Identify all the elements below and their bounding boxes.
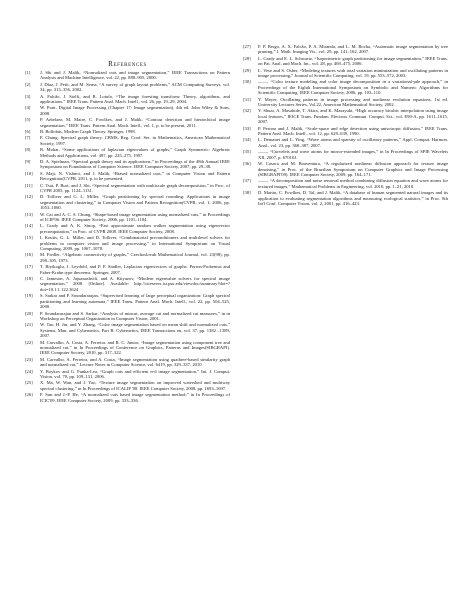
- reference-number: [22]: [25, 339, 33, 345]
- reference-text: L. Demanet and L. Ying, “Wave atoms and sparsity of oscillatory patterns,” Appl. Comput. Harmon. Anal., vol. 23, pp. 368–387, 2007.: [258, 137, 448, 148]
- reference-text: W. Casaca and M. Boaventura, “A regularized nonlinear diffusion approach for texture image denoising,” in Proc. of the Brazilian Symposium on Computer Graphics and Image Processing (SIBGRAPI'09). IEEE Computer Society, 2009, pp. 164–171.: [258, 161, 448, 177]
- reference-item: [25, 276, 230, 292]
- reference-text: D. Tolliver and G. L. Miller, “Graph partitioning by spectral rounding: Applications in image segmentation and clustering,” in Computer Vision and Pattern Recognition(CVPR, vol. 1, 2006, pp. 1053–1060.: [40, 194, 230, 211]
- reference-text: W. Tao, H. Jin, and Y. Zhang, “Color image segmentation based on mean shift and normalized cuts,” Systems, Man, and Cybernetics, Part B: Cybernetics, IEEE Transactions on, vol. 37, pp. 1382 –1389, 2007.: [40, 322, 230, 339]
- reference-text: C. Jameson, A. Jajuanashvili, and A. Kityazov, “Modern eigenvalue solvers for spectral image segmentation,” 2008. [Online]. Available: http://citeseerx.ist.psu.edu/viewdoc/summary?doi=?doi=10.1.1.122.3624: [40, 276, 230, 292]
- reference-number: [37]: [243, 178, 251, 184]
- reference-item: [243, 56, 448, 67]
- references-left-column: [25, 70, 230, 404]
- reference-item: [243, 79, 448, 95]
- reference-item: [243, 68, 448, 79]
- reference-number: [18]: [25, 276, 33, 281]
- references-heading: References: [108, 60, 147, 68]
- reference-text: P. Arbelaez, M. Maire, C. Fowlkes, and J. Malik, “Contour detection and hierarchical image segmentation,” IEEE Trans. Pattern Anal. Mach. Intell., vol. 1, p. to be present, 2011.: [40, 117, 230, 128]
- reference-number: [26]: [25, 392, 33, 398]
- reference-item: [243, 190, 448, 206]
- reference-number: [20]: [25, 310, 33, 316]
- reference-item: [243, 161, 448, 177]
- reference-number: [17]: [25, 264, 33, 270]
- reference-number: [23]: [25, 356, 33, 362]
- reference-number: [28]: [243, 55, 251, 61]
- reference-item: [25, 159, 230, 170]
- reference-number: [16]: [25, 252, 33, 258]
- reference-text: Y. Boykov and G. Funka-Lea, “Graph cuts and efficient n-d image segmentation,” Int. J. Comput. Vision, vol. 70, pp. 109–131, 2006.: [40, 368, 230, 380]
- reference-item: [25, 105, 230, 116]
- reference-number: [14]: [25, 223, 33, 229]
- reference-number: [6]: [25, 128, 31, 134]
- reference-text: L. Grady and E. L. Schwartz, “Isoperimetric graph partitioning for image segmentation,” IEEE Trans. on Pat. Anal. and Mach. Int., vol. 28, pp. 469–475, 2006.: [258, 55, 448, 67]
- reference-text: P. Soundararajan and S. Sarkar, “Analysis of mincut, average cut and normalized cut measures,” in in Workshop on Perceptual Organization in Computer Vision, 2001.: [40, 310, 230, 321]
- reference-number: [13]: [25, 211, 33, 217]
- reference-number: [15]: [25, 235, 33, 241]
- reference-number: [10]: [25, 170, 33, 176]
- reference-item: [25, 147, 230, 158]
- reference-item: [25, 117, 230, 128]
- reference-text: Y. Meyer, Oscillating patterns in image processing and nonlinear evolution equations, 1st ed. University Lectures Series, Vol.22, American Mathematical Society, 2002.: [258, 96, 448, 108]
- reference-text: W. Pratt, Digital Image Processing (Chapter 17: Image segmentation), 4th ed. John Wiley & Sons, 2008.: [40, 105, 230, 116]
- reference-item: [243, 149, 448, 160]
- reference-text: L. Vese and S. Osher, “Modeling textures with total variation minimization and oscillating patterns in image processing,” Journal of Scientific Computing, vol. 19, pp. 553–572, 2003.: [258, 67, 448, 79]
- reference-text: ——, “Color texture modeling and color image decomposition in a variational-pde approach,” in Proceedings of the Eighth International Symposium on Symbolic and Numeric Algorithms for Scientific Computing. IEEE Computer Society, 2006, pp. 103–110.: [258, 79, 448, 96]
- reference-number: [32]: [243, 108, 251, 114]
- reference-text: I. Koutis, G. L. Miller, and D. Tolliver, “Combinatorial preconditioners and multilevel solvers for problems in computer vision and image processing,” in International Symposium on Visual Computing, 2009, pp. 1067–1078.: [40, 235, 230, 252]
- reference-item: [25, 235, 230, 251]
- reference-item: [25, 340, 230, 356]
- reference-number: [7]: [25, 135, 31, 141]
- reference-item: [25, 264, 230, 275]
- reference-item: [25, 135, 230, 146]
- reference-item: [25, 322, 230, 338]
- reference-number: [24]: [25, 368, 33, 374]
- reference-text: J. Shi and J. Malik, “Normalized cuts and image segmentation,” IEEE Transactions on Pattern Analysis and Machine Intelligence, vol. 22, pp. 888–905, 2000.: [40, 70, 230, 81]
- reference-item: [25, 252, 230, 263]
- reference-item: [25, 369, 230, 380]
- reference-text: ——, “A decomposition and noise removal method combining diffusion equation and wave atoms for textured images,” Mathematical Problems in Engineering, vol. 2010, pp. 1–21, 2010.: [258, 178, 448, 189]
- reference-text: ——, “Curvelets and wave atoms for mirror-extended images,” in In Proceedings of SPIE Wavelets XII, 2007, p. 67010J.: [258, 149, 448, 160]
- reference-item: [243, 126, 448, 137]
- reference-number: [2]: [25, 81, 31, 87]
- reference-item: [25, 357, 230, 368]
- reference-number: [27]: [243, 44, 251, 49]
- reference-number: [33]: [243, 125, 251, 131]
- reference-number: [25]: [25, 380, 33, 386]
- reference-item: [25, 171, 230, 182]
- reference-number: [38]: [243, 190, 251, 196]
- reference-number: [12]: [25, 194, 33, 200]
- reference-number: [36]: [243, 161, 251, 167]
- reference-item: [25, 129, 230, 134]
- reference-item: [243, 137, 448, 148]
- reference-item: [25, 70, 230, 81]
- reference-text: M. Fiedler, “Algebraic connectivity of graphs,” Czechoslovak Mathematical Journal, vol. 23(98), pp. 298–305, 1973.: [40, 252, 230, 263]
- reference-item: [25, 194, 230, 210]
- reference-item: [243, 178, 448, 189]
- reference-text: L. Grady and A. K. Sinop, “Fast approximate random walker segmentation using eigenvector precomputation,” in Proc. of CVPR 2008. IEEE Computer Society, 2008.: [40, 223, 230, 234]
- reference-item: [25, 380, 230, 391]
- reference-text: D. A. Spielman, “Spectral graph theory and its applications,” in Proceedings of the 48th Annual IEEE Symposium on Foundations of Computer Science. IEEE Computer Society, 2007, pp. 29–38.: [40, 158, 230, 170]
- reference-item: [243, 44, 448, 55]
- reference-item: [243, 108, 448, 124]
- reference-text: M. Carvalho, A. Costa, A. Ferreira, and R. C. Junior, “Image segmentation using component tree and normalized cut,” in In Proceedings of Conference on Graphics, Patterns and Images(SIBGRAPI). IEEE Computer Society, 2010, pp. 317–322.: [40, 339, 230, 356]
- reference-number: [3]: [25, 93, 31, 99]
- reference-number: [1]: [25, 70, 31, 75]
- reference-number: [21]: [25, 322, 33, 328]
- reference-item: [25, 311, 230, 322]
- reference-text: S. Maji, N. Vishnoi, and J. Malik, “Biased normalized cuts,” in Computer Vision and Pattern Recognition(CVPR, 2011, p. to be presented.: [40, 170, 230, 182]
- reference-text: W. Cai and A. C. S. Chung, “Shape-based image segmentation using normalized cuts,” in Proceedings of ICIP'06. IEEE Computer Society, 2006, pp. 1101–1104.: [40, 211, 230, 223]
- reference-text: F. Chung, Spectral graph theory. CBMS, Reg. Conf. Ser. in Mathematics, American Mathematical Society, 1997.: [40, 135, 230, 146]
- reference-text: P. Perona and J. Malik, “Scale-space and edge detection using anisotropic diffusion,” IEEE Trans. Pattern Anal. Mach. Intell., vol. 12, pp. 629–639, 1990.: [258, 125, 448, 137]
- reference-item: [25, 212, 230, 223]
- reference-item: [25, 392, 230, 403]
- reference-number: [34]: [243, 137, 251, 143]
- reference-text: C. Tsai, P. Burt, and J. Shi, “Spectral segmentation with multiscale graph decomposition,” in Proc. of CVPR 2005, pp. 1124–1131.: [40, 182, 230, 193]
- reference-item: [243, 97, 448, 108]
- reference-text: J. Díaz, J. Petit, and M. Serna, “A survey of graph layout problems,” ACM Computing Surveys, vol. 34, pp. 313–356, 2002.: [40, 81, 230, 93]
- reference-item: [25, 94, 230, 105]
- reference-number: [35]: [243, 149, 251, 155]
- reference-text: M. Carvalho, A. Ferreira, and A. Costa, “Image segmentation using quadtree-based similarity graph and normalized cut,” Lecture Notes in Computer Science, vol. 6419, pp. 329–337, 2010.: [40, 356, 230, 368]
- reference-text: F. P. Bergo, A. X. Falcão, P. A. Miranda, and L. M. Rocha, “Automatic image segmentation by tree pruning,” J. Math. Imaging Vis., vol. 29, pp. 141–162, 2007.: [258, 44, 448, 55]
- reference-text: D. Martin, C. Fowlkes, D. Tal, and J. Malik, “A database of human segmented natural images and its application to evaluating segmentation algorithms and measuring ecological statistics,” in Proc. 8th Int'l Conf. Computer Vision, vol. 2, 2001, pp. 416–423.: [258, 190, 448, 207]
- reference-item: [25, 82, 230, 93]
- reference-text: Y. Shuai, A. Masahide, T. Akira, and K. Masayuki, “High accuracy bicubic interpolation using image local features,” IEICE Trans. Fundam. Electron. Commun. Comput. Sci., vol. E90-A, pp. 1611–1615, 2007.: [258, 108, 448, 125]
- reference-item: [25, 183, 230, 194]
- reference-text: F. Sun and J.-P. He, “A normalized cuts based image segmentation method,” in In Proceedings of ICIC'09. IEEE Computer Society, 2009, pp. 333–336.: [40, 392, 230, 403]
- reference-number: [29]: [243, 67, 251, 73]
- reference-number: [31]: [243, 96, 251, 102]
- reference-item: [25, 223, 230, 234]
- reference-text: A. Falcão, J. Stolfi, and R. Lotufo, “The image foresting transform: Theory, algorithms, and applications,” IEEE Trans. Pattern Anal. Mach. Intell., vol. 26, pp. 19–29, 2004.: [40, 93, 230, 105]
- reference-text: S. Sarkar and P. Soundararajan, “Supervised learning of large perceptual organization: Graph spectral partitioning and learning automata,” IEEE Trans. Pattern Anal. Mach. Intell., vol. 22, pp. 504–525, 2000.: [40, 293, 230, 310]
- reference-number: [5]: [25, 117, 31, 123]
- reference-number: [19]: [25, 293, 33, 299]
- reference-text: B. Bollobás, Modern Graph Theory. Springer, 1998.: [40, 128, 136, 134]
- reference-number: [11]: [25, 182, 33, 188]
- reference-number: [8]: [25, 147, 31, 153]
- reference-text: T. Biyikoglu, J. Leydold, and P. F. Stadler, Laplacian eigenvectors of graphs: Perron-Frobenius and Faber-Krahn type theorems. Springer, 2007.: [40, 264, 230, 275]
- reference-text: B. Mohar, “Some applications of laplacian eigenvalues of graphs,” Graph Symmetric: Algebraic Methods and Applications, vol. 497, pp. 225–275, 1997.: [40, 147, 230, 158]
- references-right-column: [243, 44, 448, 207]
- reference-item: [25, 293, 230, 309]
- reference-number: [30]: [243, 79, 251, 85]
- reference-text: X. Ma, W. Wan, and J. Yao, “Texture image segmentation on improved watershed and multiway spectral clustering,” in In Proceedings of ICALIP '08. IEEE Computer Society, 2008, pp. 1693–1697.: [40, 380, 230, 391]
- reference-number: [4]: [25, 105, 31, 111]
- reference-number: [9]: [25, 158, 31, 164]
